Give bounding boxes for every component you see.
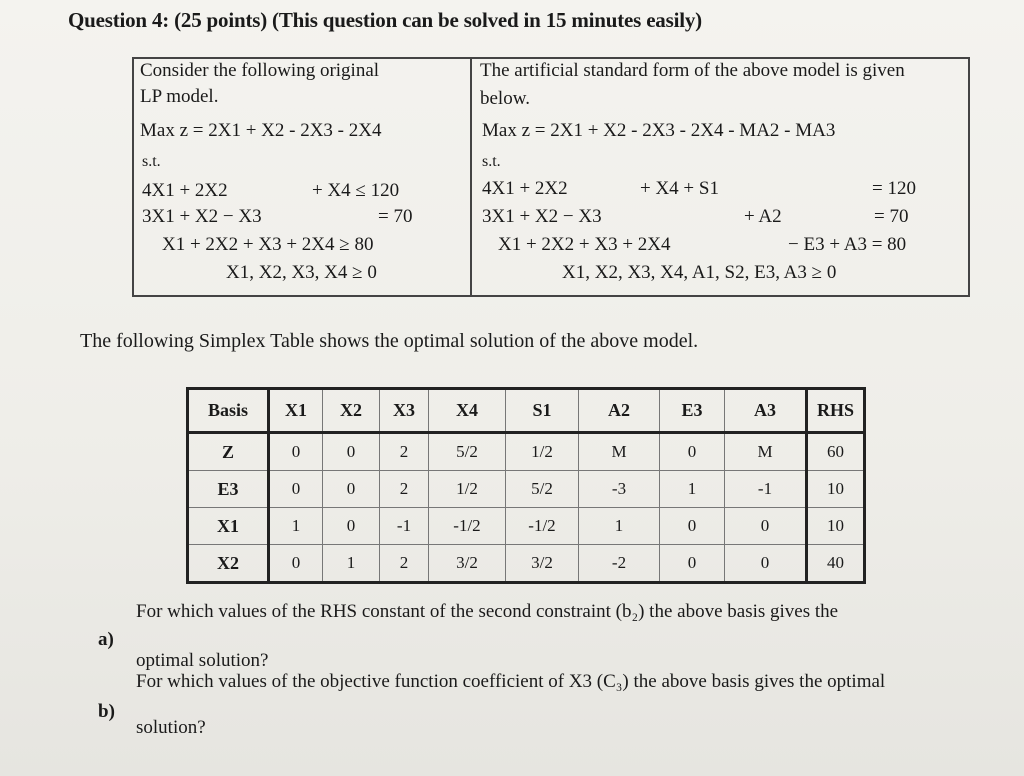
table-cell: 0 xyxy=(725,508,807,545)
table-cell: -1/2 xyxy=(506,508,579,545)
question-b-label: b) xyxy=(98,701,115,722)
table-cell: 1 xyxy=(269,508,323,545)
table-cell: 2 xyxy=(380,471,429,508)
header-rhs: RHS xyxy=(807,389,865,433)
artificial-heading-line2: below. xyxy=(480,88,530,109)
original-nonnegativity: X1, X2, X3, X4 ≥ 0 xyxy=(226,262,377,283)
header-x4: X4 xyxy=(429,389,506,433)
question-a-label: a) xyxy=(98,629,114,650)
table-cell: 1 xyxy=(323,545,380,583)
basis-cell: X2 xyxy=(188,545,269,583)
table-cell: 2 xyxy=(380,545,429,583)
artificial-objective: Max z = 2X1 + X2 - 2X3 - 2X4 - MA2 - MA3 xyxy=(482,120,836,141)
table-cell: 1/2 xyxy=(429,471,506,508)
rhs-cell: 10 xyxy=(807,471,865,508)
question-b-line1: For which values of the objective function coefficient of X3 (C₃) the above basis gives the optimal xyxy=(136,671,886,692)
artificial-constraint-3-rhs: − E3 + A3 = 80 xyxy=(788,234,907,255)
header-s1: S1 xyxy=(506,389,579,433)
artificial-constraint-3-lhs: X1 + 2X2 + X3 + 2X4 xyxy=(498,234,671,255)
table-cell: 1 xyxy=(579,508,660,545)
rhs-cell: 10 xyxy=(807,508,865,545)
simplex-table xyxy=(186,387,866,584)
original-constraint-3: X1 + 2X2 + X3 + 2X4 ≥ 80 xyxy=(162,234,374,255)
model-divider xyxy=(470,57,472,297)
model-box xyxy=(132,57,970,297)
artificial-st: s.t. xyxy=(482,153,501,170)
original-heading-line1: Consider the following original xyxy=(140,60,380,81)
artificial-constraint-1-rhs: = 120 xyxy=(872,178,916,199)
artificial-constraint-1-lhs: 4X1 + 2X2 xyxy=(482,178,568,199)
question-a-line2: optimal solution? xyxy=(136,650,269,671)
table-row xyxy=(188,545,865,583)
artificial-heading-line1: The artificial standard form of the above model is given xyxy=(480,60,905,81)
table-cell: 0 xyxy=(323,433,380,471)
table-cell: 1/2 xyxy=(506,433,579,471)
header-x1: X1 xyxy=(269,389,323,433)
table-cell: M xyxy=(725,433,807,471)
table-cell: -2 xyxy=(579,545,660,583)
table-cell: -1 xyxy=(725,471,807,508)
basis-cell: E3 xyxy=(188,471,269,508)
question-title: Question 4: (25 points) (This question can be solved in 15 minutes easily) xyxy=(68,8,702,32)
table-cell: 1 xyxy=(660,471,725,508)
table-cell: 3/2 xyxy=(506,545,579,583)
basis-cell: X1 xyxy=(188,508,269,545)
table-cell: -3 xyxy=(579,471,660,508)
artificial-constraint-2-mid: + A2 xyxy=(744,206,782,227)
original-st: s.t. xyxy=(142,153,161,170)
artificial-constraint-2-rhs: = 70 xyxy=(874,206,909,227)
original-heading-line2: LP model. xyxy=(140,86,219,107)
table-cell: 0 xyxy=(269,545,323,583)
table-cell: 0 xyxy=(269,471,323,508)
table-cell: 5/2 xyxy=(429,433,506,471)
table-cell: 0 xyxy=(660,433,725,471)
table-cell: -1/2 xyxy=(429,508,506,545)
question-a-line1: For which values of the RHS constant of the second constraint (b₂) the above basis gives the xyxy=(136,601,839,622)
table-cell: 0 xyxy=(725,545,807,583)
header-a3: A3 xyxy=(725,389,807,433)
table-cell: 0 xyxy=(269,433,323,471)
table-cell: -1 xyxy=(380,508,429,545)
table-cell: 3/2 xyxy=(429,545,506,583)
artificial-constraint-1-mid: + X4 + S1 xyxy=(640,178,719,199)
rhs-cell: 40 xyxy=(807,545,865,583)
rhs-cell: 60 xyxy=(807,433,865,471)
original-constraint-2-rest: = 70 xyxy=(378,206,413,227)
table-row xyxy=(188,508,865,545)
header-x2: X2 xyxy=(323,389,380,433)
table-row xyxy=(188,471,865,508)
table-cell: 0 xyxy=(323,471,380,508)
original-objective: Max z = 2X1 + X2 - 2X3 - 2X4 xyxy=(140,120,382,141)
table-cell: 5/2 xyxy=(506,471,579,508)
artificial-constraint-2-lhs: 3X1 + X2 − X3 xyxy=(482,206,602,227)
table-cell: 0 xyxy=(660,508,725,545)
original-constraint-2-lhs: 3X1 + X2 − X3 xyxy=(142,206,262,227)
header-x3: X3 xyxy=(380,389,429,433)
table-cell: 2 xyxy=(380,433,429,471)
original-constraint-1-rest: + X4 ≤ 120 xyxy=(312,180,400,201)
original-constraint-1-lhs: 4X1 + 2X2 xyxy=(142,180,228,201)
simplex-intro: The following Simplex Table shows the optimal solution of the above model. xyxy=(80,330,699,352)
table-cell: 0 xyxy=(323,508,380,545)
table-cell: M xyxy=(579,433,660,471)
artificial-nonnegativity: X1, X2, X3, X4, A1, S2, E3, A3 ≥ 0 xyxy=(562,262,837,283)
header-e3: E3 xyxy=(660,389,725,433)
basis-cell: Z xyxy=(188,433,269,471)
table-row xyxy=(188,433,865,471)
header-basis: Basis xyxy=(188,389,269,433)
simplex-header-row xyxy=(188,389,865,433)
header-a2: A2 xyxy=(579,389,660,433)
table-cell: 0 xyxy=(660,545,725,583)
question-b-line2: solution? xyxy=(136,717,206,738)
